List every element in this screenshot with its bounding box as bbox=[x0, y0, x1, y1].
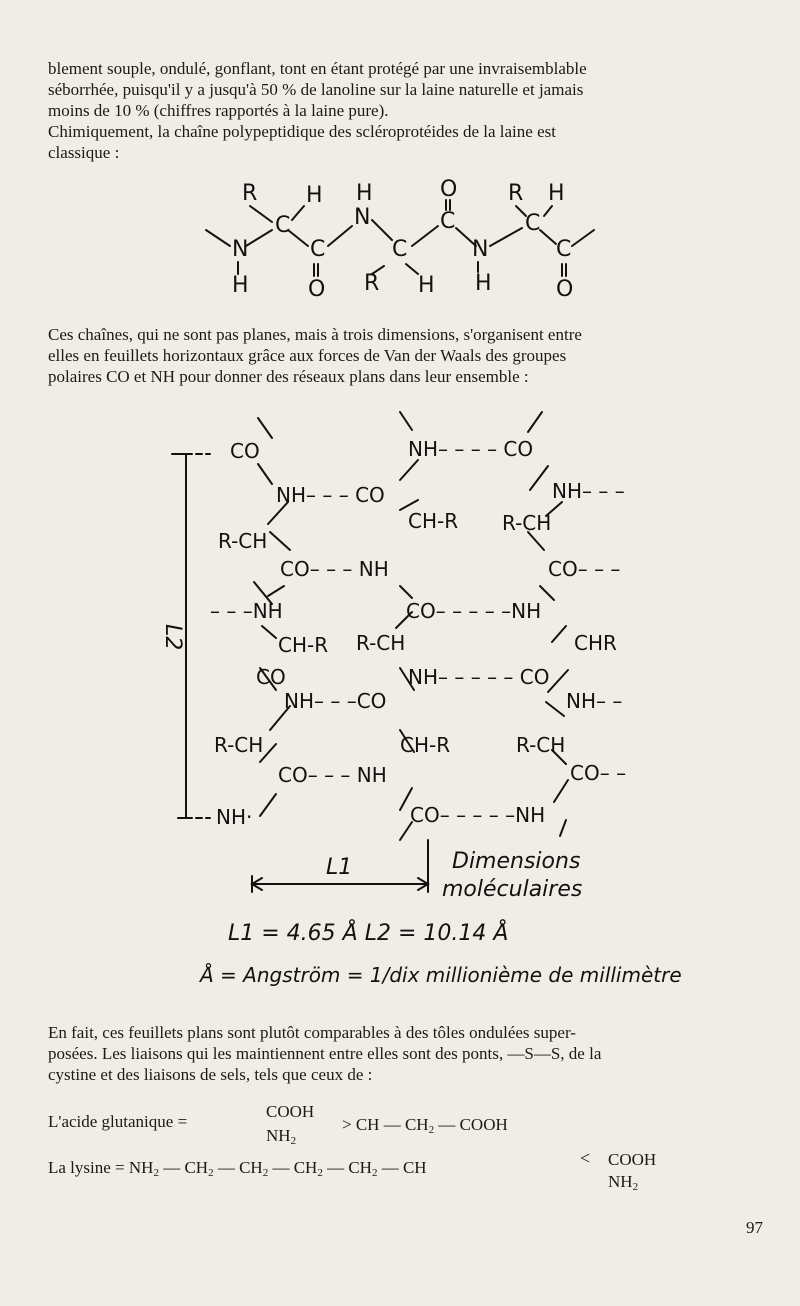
group-rch: R-CH bbox=[356, 631, 406, 655]
atom-label: C bbox=[275, 213, 291, 238]
group-rch: R-CH bbox=[214, 733, 264, 757]
atom-label: R bbox=[508, 181, 524, 206]
atom-label: H bbox=[418, 273, 435, 298]
atom-label: N bbox=[472, 237, 489, 262]
dimensions-label: Dimensions bbox=[452, 849, 581, 874]
l2-label: L2 bbox=[160, 624, 185, 651]
group-co: CO– – bbox=[570, 761, 627, 785]
group-nh-co: NH– – – CO bbox=[276, 483, 385, 507]
group-nh: – – –NH bbox=[210, 599, 283, 623]
lysine-nh2: $NH_2$ bbox=[608, 1172, 639, 1193]
group-chr: CH-R bbox=[278, 633, 329, 657]
atom-label: N bbox=[232, 237, 249, 262]
text-line: blement souple, ondulé, gonflant, tont en étant protégé par une invraisemblable bbox=[48, 59, 587, 78]
group-nh-co: NH– – –CO bbox=[284, 689, 387, 713]
page-number: 97 bbox=[746, 1218, 763, 1237]
lysine-bracket: < bbox=[580, 1148, 591, 1168]
atom-label: O bbox=[556, 277, 574, 300]
text-line: séborrhée, puisqu'il y a jusqu'à 50 % de lanoline sur la laine naturelle et jamais bbox=[48, 80, 584, 99]
l1-label: L1 bbox=[326, 855, 353, 880]
atom-label: C bbox=[440, 209, 456, 234]
atom-label: C bbox=[310, 237, 326, 262]
group-chr: CHR bbox=[574, 631, 617, 655]
group-nh: NH– – bbox=[566, 689, 623, 713]
text-line: polaires CO et NH pour donner des réseaux plans dans leur ensemble : bbox=[48, 367, 529, 386]
atom-label: R bbox=[242, 181, 258, 206]
text-line: elles en feuillets horizontaux grâce aux forces de Van der Waals des groupes bbox=[48, 346, 567, 365]
molecular-sheet-diagram bbox=[0, 400, 800, 1000]
atom-label: H bbox=[356, 181, 373, 206]
group-nh: NH· bbox=[216, 805, 253, 829]
polypeptide-chain-diagram bbox=[0, 170, 800, 300]
text-line: cystine et des liaisons de sels, tels que ceux de : bbox=[48, 1065, 373, 1084]
text-line: Chimiquement, la chaîne polypeptidique des scléroprotéides de la laine est bbox=[48, 122, 556, 141]
paragraph-intro bbox=[48, 58, 760, 163]
atom-label: N bbox=[354, 205, 371, 230]
group-chr: CH-R bbox=[408, 509, 459, 533]
atom-label: H bbox=[548, 181, 565, 206]
group-nh: NH– – – bbox=[552, 479, 625, 503]
atom-label: H bbox=[232, 273, 249, 298]
group-co: CO bbox=[230, 439, 260, 463]
text-line: posées. Les liaisons qui les maintiennent entre elles sont des ponts, —S—S, de la bbox=[48, 1044, 602, 1063]
text-line: Ces chaînes, qui ne sont pas planes, mais à trois dimensions, s'organisent entre bbox=[48, 325, 582, 344]
group-co-nh: CO– – – – –NH bbox=[410, 803, 546, 827]
text-line: moins de 10 % (chiffres rapportés à la laine pure). bbox=[48, 101, 389, 120]
atom-label: C bbox=[392, 237, 408, 262]
lysine-chain: La $lysine = NH_2$ — $CH_2$ — $CH_2$ — $CH_2$ — $CH_2$ — CH bbox=[48, 1158, 427, 1179]
atom-label: H bbox=[475, 271, 492, 296]
formula-label: L'acide glutanique = bbox=[48, 1112, 188, 1131]
atom-label: O bbox=[440, 177, 458, 202]
group-nh-co: NH– – – – – CO bbox=[408, 665, 550, 689]
lysine-cooh: COOH bbox=[608, 1150, 657, 1169]
group-co-nh: CO– – – NH bbox=[280, 557, 389, 581]
measurement-values: L1 = 4.65 Å L2 = 10.14 Å bbox=[228, 921, 509, 946]
angstrom-definition: Å = Angström = 1/dix millionième de millimètre bbox=[200, 963, 682, 987]
atom-label: R bbox=[364, 271, 380, 296]
group-co-nh: CO– – – NH bbox=[278, 763, 387, 787]
paragraph-bonds bbox=[48, 1022, 760, 1085]
atom-label: C bbox=[525, 211, 541, 236]
atom-label: O bbox=[308, 277, 326, 300]
dimensions-label: moléculaires bbox=[442, 877, 583, 902]
text-line: En fait, ces feuillets plans sont plutôt comparables à des tôles ondulées super- bbox=[48, 1023, 576, 1042]
atom-label: C bbox=[556, 237, 572, 262]
atom-label: H bbox=[306, 183, 323, 208]
formula-nh2: $NH_2$ bbox=[266, 1126, 297, 1147]
paragraph-sheets bbox=[48, 324, 760, 387]
group-co: CO bbox=[256, 665, 286, 689]
formula-chain: > CH — $CH_2$ — COOH bbox=[342, 1115, 508, 1136]
group-chr: CH-R bbox=[400, 733, 451, 757]
group-nh-co: NH– – – – CO bbox=[408, 437, 534, 461]
group-co: CO– – – bbox=[548, 557, 621, 581]
group-rch: R-CH bbox=[502, 511, 552, 535]
group-co-nh: CO– – – – –NH bbox=[406, 599, 542, 623]
formula-cooh: COOH bbox=[266, 1102, 315, 1121]
group-rch: R-CH bbox=[218, 529, 268, 553]
group-rch: R-CH bbox=[516, 733, 566, 757]
text-line: classique : bbox=[48, 143, 120, 162]
